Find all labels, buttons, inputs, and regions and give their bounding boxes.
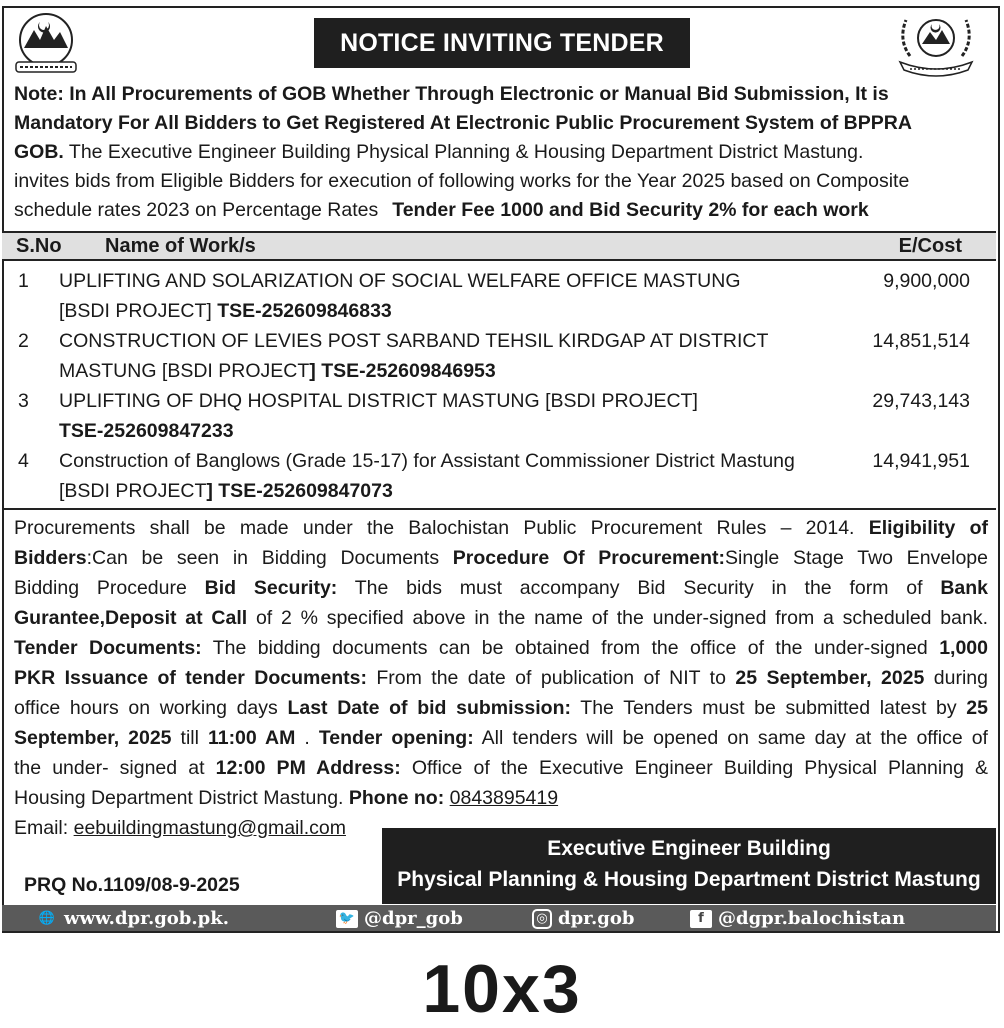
intro-gob: GOB. [14, 141, 64, 163]
footer-bar [2, 905, 996, 931]
facebook-icon: f [690, 910, 712, 928]
signature-block [382, 828, 996, 904]
header-name-of-work: Name of Work/s [105, 235, 256, 257]
row-tse: ] TSE-252609847073 [206, 480, 393, 502]
row-tse: ] TSE-252609846953 [309, 360, 496, 382]
intro-line-4: invites bids from Eligible Bidders for execution of following works for the Year 2025 based on Composite [14, 170, 910, 192]
intro-paragraph [14, 80, 990, 225]
row-work: Construction of Banglows (Grade 15-17) for Assistant Commissioner District Mastung [BSDI PROJECT] TSE-252609847073 [59, 450, 795, 502]
intro-line-3-rest: The Executive Engineer Building Physical Planning & Housing Department District Mastung. [63, 141, 864, 163]
intro-line-1: Note: In All Procurements of GOB Whether Through Electronic or Manual Bid Submission, It is [14, 83, 889, 105]
footer-facebook[interactable]: f @dgpr.balochistan [690, 908, 905, 929]
intro-line-2: Mandatory For All Bidders to Get Registered At Electronic Public Procurement System of BPPRA [14, 112, 912, 134]
instagram-icon: ◎ [532, 909, 552, 929]
row-cost: 14,941,951 [872, 450, 970, 472]
terms-line: Gurantee,Deposit at Call of 2 % specified above in the name of the under-signed from a scheduled bank. [14, 607, 988, 629]
header-estimated-cost: E/Cost [898, 235, 962, 257]
terms-line: Bidders:Can be seen in Bidding Documents Procedure Of Procurement:Single Stage Two Envelope [14, 547, 988, 569]
row-work: CONSTRUCTION OF LEVIES POST SARBAND TEHSIL KIRDGAP AT DISTRICT MASTUNG [BSDI PROJECT] TSE-252609846953 [59, 330, 769, 382]
row-tse: TSE-252609847233 [59, 420, 234, 442]
row-work: UPLIFTING OF DHQ HOSPITAL DISTRICT MASTUNG [BSDI PROJECT] TSE-252609847233 [59, 390, 698, 442]
tender-fee: Tender Fee 1000 and Bid Security 2% for each work [392, 199, 869, 221]
row-cost: 29,743,143 [872, 390, 970, 412]
phone-number-link[interactable]: 0843895419 [449, 787, 559, 809]
row-cost: 14,851,514 [872, 330, 970, 352]
row-sno: 4 [18, 450, 29, 472]
header-sno: S.No [16, 235, 62, 257]
intro-rates: schedule rates 2023 on Percentage Rates [14, 199, 379, 221]
row-cost: 9,900,000 [883, 270, 970, 292]
terms-line: Housing Department District Mastung. Phone no: 0843895419 [14, 787, 559, 809]
terms-line: Procurements shall be made under the Balochistan Public Procurement Rules – 2014. Eligibility of [14, 517, 989, 539]
terms-line: Tender Documents: The bidding documents can be obtained from the office of the under-signed 1,000 [14, 637, 988, 659]
terms-line: Bidding Procedure Bid Security: The bids must accompany Bid Security in the form of Bank [14, 577, 989, 599]
signature-department: Physical Planning & Housing Department District Mastung [397, 868, 981, 891]
row-sno: 2 [18, 330, 29, 352]
balochistan-emblem-logo [10, 10, 82, 78]
footer-twitter[interactable]: 🐦 @dpr_gob [336, 908, 463, 929]
terms-line: PKR Issuance of tender Documents: From the date of publication of NIT to 25 September, 2025 during [14, 667, 988, 689]
terms-line: September, 2025 till 11:00 AM . Tender opening: All tenders will be opened on same day at the office of [14, 727, 988, 749]
intro-line-5 [14, 196, 990, 225]
footer-instagram[interactable]: ◎ dpr.gob [532, 908, 634, 929]
table-divider [2, 508, 996, 510]
globe-icon: 🌐 [38, 911, 56, 926]
footer-website[interactable]: 🌐 www.dpr.gob.pk. [36, 908, 229, 929]
terms-line: the under- signed at 12:00 PM Address: Office of the Executive Engineer Building Physical Planning & [14, 757, 989, 779]
row-tse: TSE-252609846833 [217, 300, 392, 322]
email-link[interactable]: eebuildingmastung@gmail.com [73, 817, 346, 839]
twitter-icon: 🐦 [336, 910, 358, 928]
prq-number: PRQ No.1109/08-9-2025 [24, 874, 240, 896]
dgpr-emblem-logo [888, 10, 984, 82]
works-table [2, 262, 996, 510]
works-table-header [2, 231, 996, 261]
notice-title: NOTICE INVITING TENDER [314, 18, 690, 68]
intro-line-3 [14, 138, 990, 167]
row-sno: 1 [18, 270, 29, 292]
email-line: Email: eebuildingmastung@gmail.com [14, 817, 346, 839]
terms-paragraph [14, 513, 988, 843]
signature-title: Executive Engineer Building [547, 837, 831, 860]
row-work: UPLIFTING AND SOLARIZATION OF SOCIAL WELFARE OFFICE MASTUNG [BSDI PROJECT] TSE-252609846833 [59, 270, 741, 322]
terms-line: office hours on working days Last Date of bid submission: The Tenders must be submitted latest by 25 [14, 697, 988, 719]
ad-size-label: 10x3 [422, 951, 582, 1027]
row-sno: 3 [18, 390, 29, 412]
